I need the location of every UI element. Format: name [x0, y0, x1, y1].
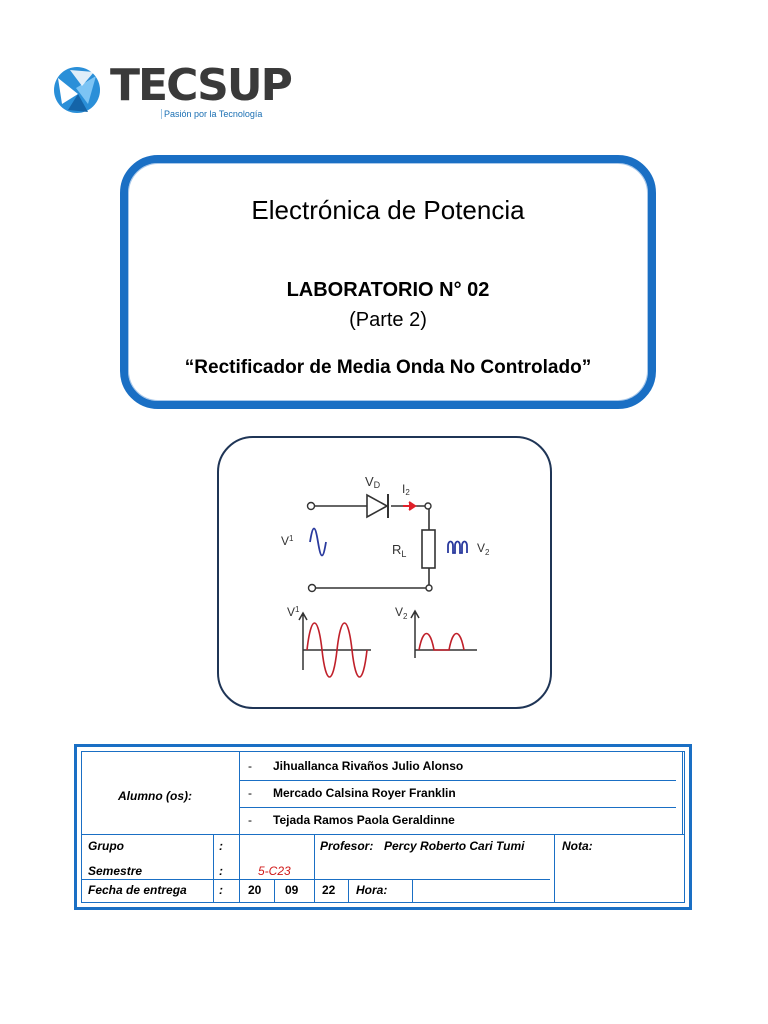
nota-label: Nota:	[562, 839, 593, 853]
input-terminal-bottom	[309, 585, 316, 592]
col-divider	[554, 834, 555, 902]
fecha-year: 22	[322, 883, 336, 897]
label-rl: $R_L$	[392, 542, 407, 559]
diode-symbol	[367, 494, 388, 518]
graph-v2-label: $V_2$	[395, 605, 408, 621]
row-divider	[82, 834, 684, 835]
circuit-wires	[313, 506, 429, 588]
student-info-table	[74, 744, 692, 910]
tecsup-logo	[48, 60, 291, 124]
circuit-diagram-box	[217, 436, 552, 709]
fecha-day: 20	[248, 883, 262, 897]
fecha-colon: :	[219, 883, 223, 897]
title-box	[120, 155, 656, 409]
lab-part: (Parte 2)	[349, 309, 427, 331]
col-divider	[213, 834, 214, 902]
lab-number: LABORATORIO N° 02	[286, 279, 490, 301]
current-arrow	[403, 502, 415, 510]
row-divider	[239, 807, 676, 808]
col-divider	[412, 879, 413, 902]
logo-tagline: Pasión por la Tecnología	[161, 109, 262, 119]
output-terminal-bottom	[426, 585, 432, 591]
alumno-label: Alumno (os):	[118, 789, 192, 803]
bullet-dash: -	[248, 786, 252, 800]
tecsup-logo-icon	[48, 64, 106, 116]
col-divider	[682, 752, 683, 834]
lab-subtitle: “Rectificador de Media Onda No Controlado”	[184, 357, 592, 378]
label-i2: I2	[402, 482, 410, 497]
grupo-label: Grupo	[88, 839, 124, 853]
bullet-dash: -	[248, 813, 252, 827]
row-divider	[239, 780, 676, 781]
student-info-table-inner	[81, 751, 685, 903]
semestre-label: Semestre	[88, 864, 143, 878]
semestre-colon: :	[219, 864, 223, 878]
v2-waveform-graph	[395, 605, 477, 658]
v2-rectified-wave	[419, 634, 464, 651]
label-v1: $V^1$	[281, 534, 294, 548]
profesor-name: Percy Roberto Cari Tumi	[384, 839, 525, 853]
output-terminal-top	[425, 503, 431, 509]
logo-wordmark: TECSUP	[110, 60, 291, 111]
load-resistor	[422, 530, 435, 568]
semestre-value: 5-C23	[258, 864, 291, 878]
student-name: Jihuallanca Rivaños Julio Alonso	[273, 759, 464, 773]
hora-label: Hora:	[356, 883, 388, 897]
row-divider	[82, 879, 550, 880]
course-title: Electrónica de Potencia	[251, 195, 525, 225]
bullet-dash: -	[248, 759, 252, 773]
label-vd: VD	[365, 474, 381, 490]
col-divider	[274, 879, 275, 902]
input-terminal-top	[308, 503, 315, 510]
col-divider	[239, 752, 240, 902]
circuit-diagram	[219, 438, 550, 707]
student-name: Mercado Calsina Royer Franklin	[273, 786, 456, 800]
col-divider	[314, 834, 315, 902]
profesor-label: Profesor:	[320, 839, 374, 853]
fecha-label: Fecha de entrega	[88, 883, 187, 897]
fecha-month: 09	[285, 883, 299, 897]
student-name: Tejada Ramos Paola Geraldinne	[273, 813, 455, 827]
label-v2: $V_2$	[477, 541, 490, 557]
graph-v1-label: $V^1$	[287, 605, 300, 619]
output-wave-icon	[448, 542, 467, 554]
grupo-colon: :	[219, 839, 223, 853]
input-wave-icon	[310, 529, 326, 556]
v1-waveform-graph	[287, 605, 371, 677]
col-divider	[348, 879, 349, 902]
